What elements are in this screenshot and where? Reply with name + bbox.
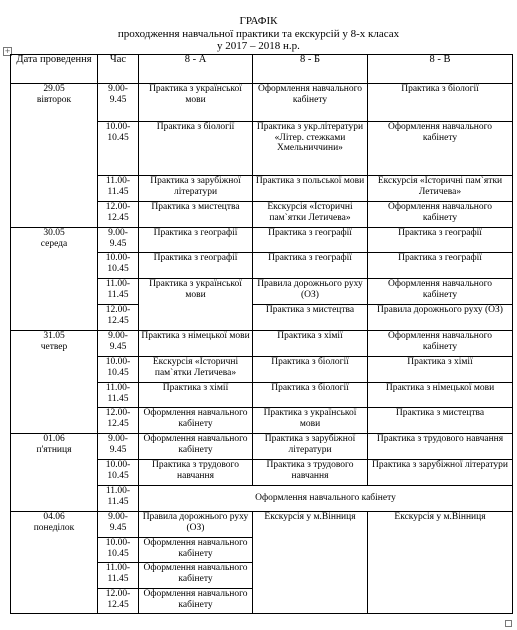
lesson-cell-8a: Практика з трудового навчання [139,460,253,486]
time-cell: 9.00-9.45 [98,228,139,253]
time-cell: 11.00-11.45 [98,383,139,408]
lesson-cell-8b: Практика з географії [253,228,368,253]
header-class-8b: 8 - Б [253,55,368,84]
lesson-cell-8v: Практика з хімії [368,357,513,383]
lesson-cell-8v: Оформлення навчального кабінету [368,202,513,228]
day-cell [11,84,98,228]
time-cell: 11.00-11.45 [98,176,139,202]
day-date: 31.05 [43,331,65,341]
lesson-cell-8a: Оформлення навчального кабінету [139,589,253,614]
lesson-cell-8b: Правила дорожнього руху (ОЗ) [253,279,368,305]
time-cell: 12.00-12.45 [98,589,139,614]
time-cell: 11.00-11.45 [98,563,139,589]
lesson-cell-8b: Екскурсія «Історичні пам`ятки Летичева» [253,202,368,228]
lesson-cell-8a: Екскурсія «Історичні пам`ятки Летичева» [139,357,253,383]
lesson-cell-8a: Оформлення навчального кабінету [139,434,253,460]
lesson-cell-8v: Оформлення навчального кабінету [368,331,513,357]
lesson-cell-8a: Практика з німецької мови [139,331,253,357]
table-header-row [11,55,513,84]
day-date: 29.05 [43,84,65,94]
time-cell: 11.00-11.45 [98,486,139,512]
lesson-cell-8v: Екскурсія у м.Вінниця [368,512,513,614]
table-move-handle-icon[interactable]: + [4,47,11,55]
lesson-cell-8a: Практика з мистецтва [139,202,253,228]
lesson-cell-8b: Практика з зарубіжної літератури [253,434,368,460]
lesson-cell-8a: Оформлення навчального кабінету [139,563,253,589]
document-year: у 2017 – 2018 н.р. [217,40,300,52]
lesson-cell-8a: Оформлення навчального кабінету [139,408,253,434]
lesson-cell-8v: Практика з зарубіжної літератури [368,460,513,486]
table-row [11,434,513,460]
lesson-cell-8a: Практика з української мови [139,279,253,331]
day-weekday: понеділок [33,522,75,533]
time-cell: 10.00-10.45 [98,460,139,486]
day-date: 01.06 [43,434,65,444]
table-row [11,331,513,357]
time-cell: 12.00-12.45 [98,305,139,331]
time-cell: 10.00-10.45 [98,357,139,383]
time-cell: 12.00-12.45 [98,408,139,434]
table-row [11,512,513,538]
day-weekday: вівторок [36,94,72,105]
day-date: 04.06 [43,512,65,522]
lesson-cell-8v: Оформлення навчального кабінету [368,279,513,305]
lesson-cell-8v: Практика з трудового навчання [368,434,513,460]
day-weekday: п'ятниця [36,444,72,455]
lesson-cell-8a: Практика з географії [139,228,253,253]
lesson-cell-8a: Практика з хімії [139,383,253,408]
lesson-cell-8a: Практика з української мови [139,84,253,122]
lesson-cell-8b: Практика з польської мови [253,176,368,202]
day-date: 30.05 [43,228,65,238]
lesson-cell-8a: Практика з біології [139,122,253,176]
time-cell: 9.00-9.45 [98,434,139,460]
lesson-cell-8v: Екскурсія «Історичні пам`ятки Летичева» [368,176,513,202]
day-cell [11,331,98,434]
lesson-cell-8v: Практика з географії [368,253,513,279]
lesson-cell-8b: Практика з географії [253,253,368,279]
day-cell [11,434,98,512]
lesson-cell-8b: Практика з трудового навчання [253,460,368,486]
lesson-cell-8v: Практика з географії [368,228,513,253]
lesson-cell-8v: Оформлення навчального кабінету [368,122,513,176]
header-time: Час [98,55,139,84]
time-cell: 10.00-10.45 [98,253,139,279]
lesson-cell-8b: Практика з біології [253,383,368,408]
header-class-8a: 8 - А [139,55,253,84]
lesson-cell-8v: Практика з мистецтва [368,408,513,434]
table-row [11,84,513,122]
lesson-cell-8b: Практика з хімії [253,331,368,357]
resize-handle-icon[interactable] [505,620,512,627]
lesson-cell-8b: Практика з мистецтва [253,305,368,331]
day-cell [11,228,98,331]
header-class-8v: 8 - В [368,55,513,84]
day-weekday: четвер [40,341,68,352]
day-cell [11,512,98,614]
lesson-cell-8b: Оформлення навчального кабінету [253,84,368,122]
time-cell: 12.00-12.45 [98,202,139,228]
schedule-table [10,54,513,614]
lesson-cell-8v: Практика з біології [368,84,513,122]
document-subtitle: проходження навчальної практики та екскурсій у 8-х класах [117,28,400,40]
day-weekday: середа [40,238,68,249]
time-cell: 9.00-9.45 [98,512,139,538]
lesson-cell-8a: Оформлення навчального кабінету [139,538,253,563]
lesson-cell-all-classes: Оформлення навчального кабінету [139,486,513,512]
lesson-cell-8a: Правила дорожнього руху (ОЗ) [139,512,253,538]
lesson-cell-8a: Практика з зарубіжної літератури [139,176,253,202]
time-cell: 10.00-10.45 [98,538,139,563]
lesson-cell-8a: Практика з географії [139,253,253,279]
document-title: ГРАФІК [239,15,278,27]
time-cell: 9.00-9.45 [98,331,139,357]
time-cell: 9.00-9.45 [98,84,139,122]
lesson-cell-8b: Практика з біології [253,357,368,383]
lesson-cell-8b: Практика з української мови [253,408,368,434]
lesson-cell-8b: Екскурсія у м.Вінниця [253,512,368,614]
header-date: Дата проведення [11,55,98,84]
lesson-cell-8v: Практика з німецької мови [368,383,513,408]
table-row [11,228,513,253]
time-cell: 10.00-10.45 [98,122,139,176]
lesson-cell-8b: Практика з укр.літератури «Літер. стежками Хмельниччини» [253,122,368,176]
time-cell: 11.00-11.45 [98,279,139,305]
lesson-cell-8v: Правила дорожнього руху (ОЗ) [368,305,513,331]
